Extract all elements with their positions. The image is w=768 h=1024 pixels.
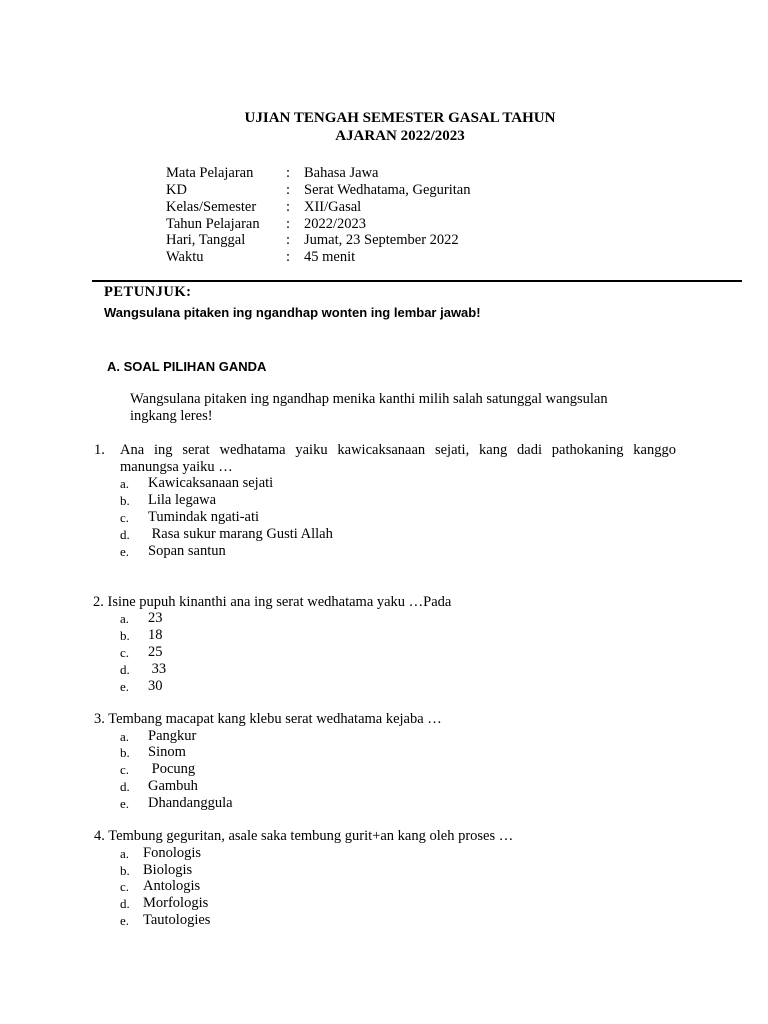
section-a-heading: A. SOAL PILIHAN GANDA [107, 359, 267, 374]
option-text: 18 [148, 627, 163, 643]
question-4 [94, 828, 513, 845]
option-letter: a. [120, 846, 130, 861]
option-letter: c. [120, 645, 130, 660]
info-value: 45 menit [304, 249, 356, 265]
option-letter: b. [120, 863, 130, 878]
info-separator: : [286, 182, 291, 198]
info-label: Kelas/Semester [166, 199, 257, 215]
question-stem: Ana ing serat wedhatama yaiku kawicaksanaan sejati, kang dadi pathokaning kanggo [120, 442, 676, 458]
option-text: Dhandanggula [148, 795, 233, 811]
option-letter: e. [120, 544, 130, 559]
info-label: Tahun Pelajaran [166, 216, 260, 232]
info-separator: : [286, 249, 291, 265]
info-separator: : [286, 232, 291, 248]
info-label: Mata Pelajaran [166, 165, 254, 181]
info-value: Jumat, 23 September 2022 [304, 232, 459, 248]
section-a-instruction-line2: ingkang leres! [130, 408, 213, 424]
option-text: Gambuh [148, 778, 198, 794]
question-number: 4. [94, 828, 105, 844]
option-text: 33 [148, 661, 167, 677]
option-letter: c. [120, 510, 130, 525]
option-letter: b. [120, 745, 130, 760]
question-3 [94, 711, 442, 728]
info-value: Bahasa Jawa [304, 165, 379, 181]
question-number: 1. [94, 442, 105, 458]
option-letter: a. [120, 729, 130, 744]
option-letter: a. [120, 476, 130, 491]
option-text: Sinom [148, 744, 186, 760]
info-value: XII/Gasal [304, 199, 362, 215]
info-value: 2022/2023 [304, 216, 367, 232]
info-separator: : [286, 199, 291, 215]
info-value: Serat Wedhatama, Geguritan [304, 182, 471, 198]
option-text: Rasa sukur marang Gusti Allah [148, 526, 333, 542]
instructions-text: Wangsulana pitaken ing ngandhap wonten ing lembar jawab! [104, 305, 481, 320]
option-letter: d. [120, 527, 130, 542]
question-stem: Tembung geguritan, asale saka tembung gurit+an kang oleh proses … [108, 828, 514, 844]
option-text: Fonologis [143, 845, 202, 861]
option-letter: e. [120, 679, 130, 694]
option-text: Morfologis [143, 895, 209, 911]
question-number: 3. [94, 711, 105, 727]
option-text: Antologis [143, 878, 201, 894]
option-letter: d. [120, 896, 130, 911]
option-text: Lila legawa [148, 492, 217, 508]
question-stem: Isine pupuh kinanthi ana ing serat wedhatama yaku …Pada [107, 594, 452, 610]
option-letter: d. [120, 662, 130, 677]
question-number: 2. [93, 594, 104, 610]
info-label: Waktu [166, 249, 204, 265]
option-text: 23 [148, 610, 163, 626]
section-a-instruction [130, 391, 680, 425]
option-letter: b. [120, 628, 130, 643]
option-letter: d. [120, 779, 130, 794]
question-stem: Tembang macapat kang klebu serat wedhatama kejaba … [108, 711, 442, 727]
info-label: Hari, Tanggal [166, 232, 246, 248]
option-text: Pangkur [148, 728, 197, 744]
question-stem-continued: manungsa yaiku … [120, 459, 233, 475]
option-text: Kawicaksanaan sejati [148, 475, 274, 491]
option-letter: a. [120, 611, 130, 626]
option-text: Sopan santun [148, 543, 226, 559]
option-text: Tautologies [143, 912, 211, 928]
option-letter: e. [120, 913, 130, 928]
section-a-instruction-line1: Wangsulana pitaken ing ngandhap menika kanthi milih salah satunggal wangsulan [130, 391, 608, 407]
info-label: KD [166, 182, 187, 198]
option-text: 25 [148, 644, 163, 660]
document-title-line2: AJARAN 2022/2023 [335, 128, 465, 144]
option-letter: e. [120, 796, 130, 811]
question-2 [93, 594, 451, 611]
instructions-heading: PETUNJUK: [104, 284, 192, 300]
info-separator: : [286, 165, 291, 181]
option-text: Tumindak ngati-ati [148, 509, 260, 525]
option-text: 30 [148, 678, 163, 694]
option-letter: c. [120, 762, 130, 777]
option-letter: b. [120, 493, 130, 508]
option-text: Biologis [143, 862, 193, 878]
option-text: Pocung [148, 761, 196, 777]
header-divider [92, 280, 742, 282]
option-letter: c. [120, 879, 130, 894]
document-title-line1: UJIAN TENGAH SEMESTER GASAL TAHUN [244, 110, 556, 126]
info-separator: : [286, 216, 291, 232]
